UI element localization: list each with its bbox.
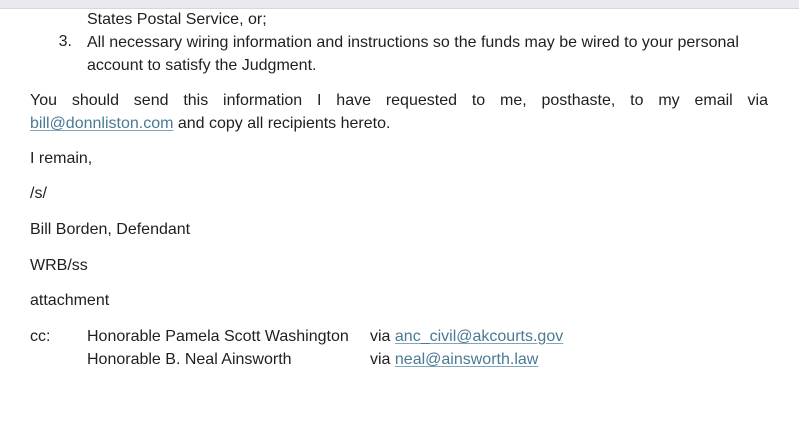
cc-label: cc: — [30, 328, 51, 345]
signer-name: Bill Borden, Defendant — [30, 221, 191, 238]
request-paragraph-tail: and copy all recipients hereto. — [173, 115, 391, 132]
cc-recipient-1-via — [370, 327, 563, 347]
list-item-2-continuation: States Postal Service, or; — [87, 11, 267, 28]
cc-recipient-1-name: Honorable Pamela Scott Washington — [87, 328, 349, 345]
signature-mark: /s/ — [30, 185, 47, 202]
cc-via-label: via — [370, 328, 391, 345]
list-item-3-number: 3. — [58, 33, 72, 50]
cc-via-label: via — [370, 351, 391, 368]
cc-recipient-2-email-link[interactable]: neal@ainsworth.law — [394, 351, 539, 368]
list-item-3-text-line2: account to satisfy the Judgment. — [87, 57, 317, 74]
request-paragraph-line1: You should send this information I have requested to me, posthaste, to my email via — [30, 92, 768, 109]
request-paragraph-line2 — [30, 114, 390, 134]
cc-recipient-2-name: Honorable B. Neal Ainsworth — [87, 351, 292, 368]
sender-email-link[interactable]: bill@donnliston.com — [30, 115, 174, 132]
attachment-note: attachment — [30, 292, 110, 309]
list-item-3-text-line1: All necessary wiring information and instructions so the funds may be wired to your personal — [87, 34, 739, 51]
cc-recipient-1-email-link[interactable]: anc_civil@akcourts.gov — [394, 328, 564, 345]
cc-recipient-2-via — [370, 350, 538, 370]
reference-initials: WRB/ss — [30, 257, 88, 274]
closing-remain: I remain, — [30, 150, 93, 167]
document-page — [0, 8, 799, 423]
